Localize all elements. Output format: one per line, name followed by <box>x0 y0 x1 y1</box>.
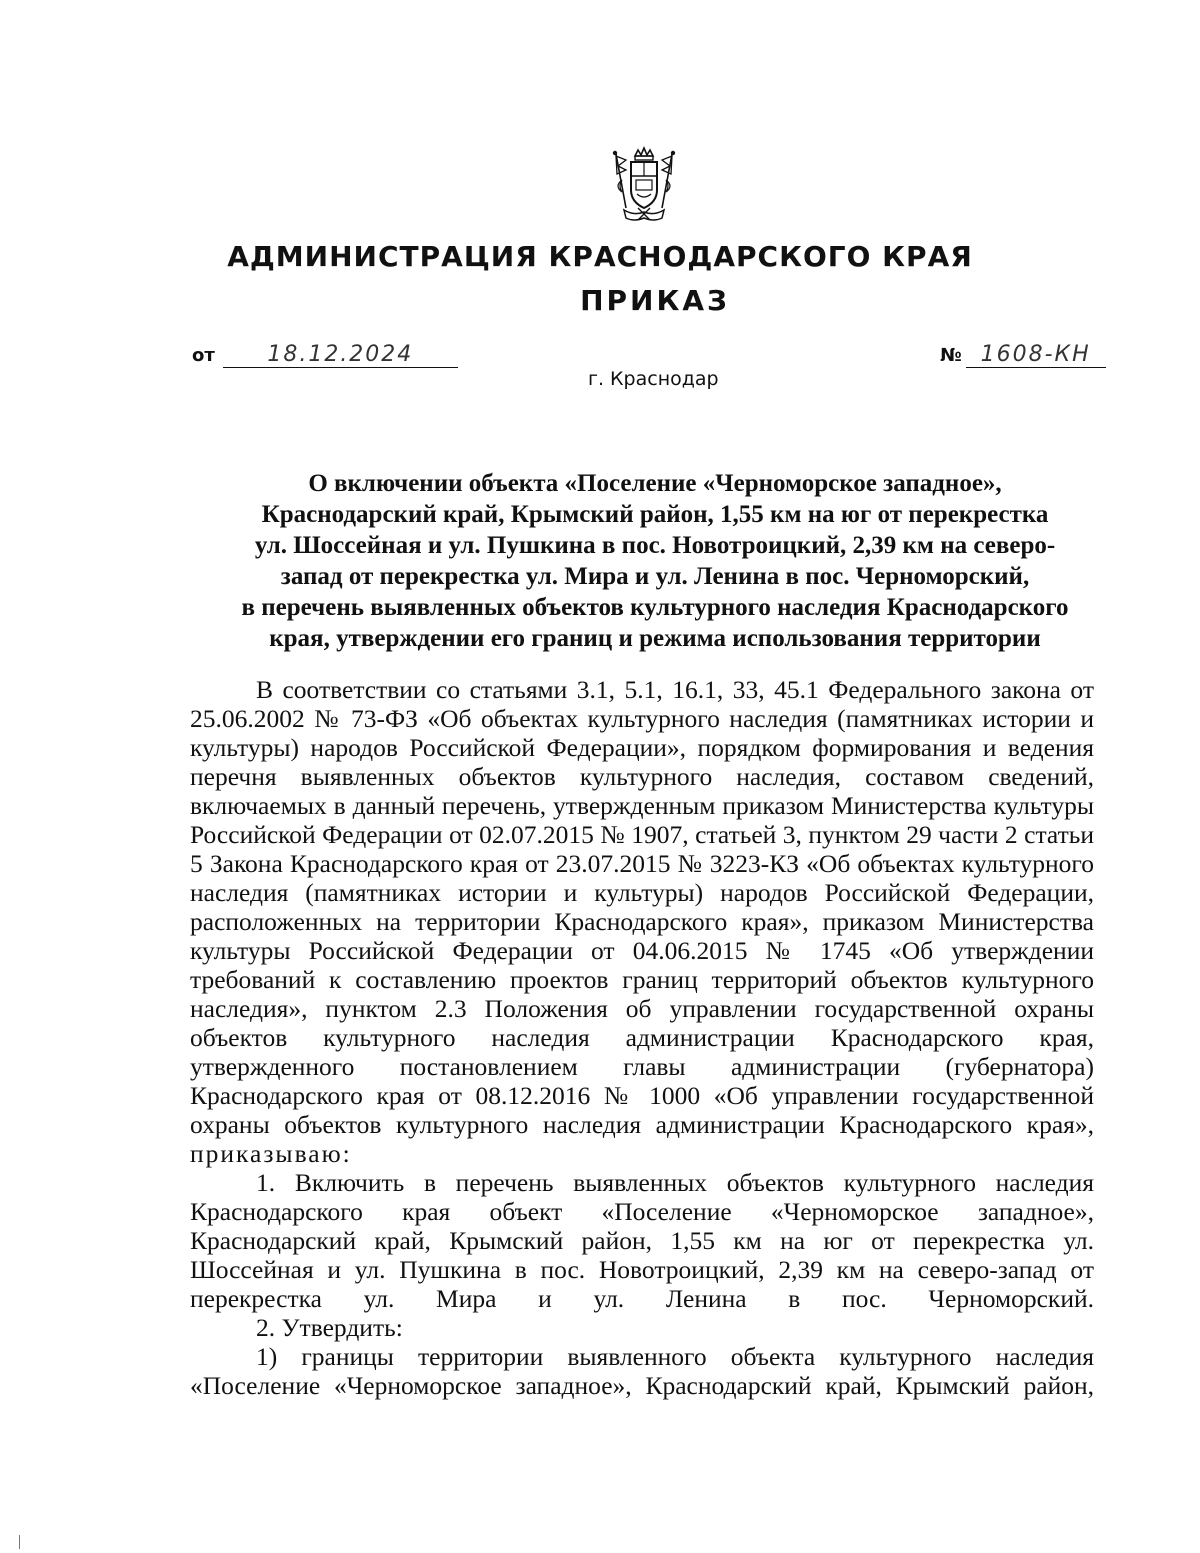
number-field <box>940 343 1106 368</box>
title-line: ул. Шоссейная и ул. Пушкина в пос. Новотроицкий, 2,39 км на северо- <box>254 532 1056 559</box>
preamble-paragraph: В соответствии со статьями 3.1, 5.1, 16.1, 33, 45.1 Федерального закона от 25.06.2002 № 73-ФЗ «Об объектах культурного наследия (памятниках истории и культуры) народов Российской Федерации», порядком формирования и ведения перечня выявленных объектов культурного наследия, составом сведений, включаемых в данный перечень, утвержденным приказом Министерства культуры Российской Федерации от 02.07.2015 № 1907, статьей 3, пунктом 29 части 2 статьи 5 Закона Краснодарского края от 23.07.2015 № 3223-КЗ «Об объектах культурного наследия (памятниках истории и культуры) народов Российской Федерации, расположенных на территории Краснодарского края», приказом Министерства культуры Российской Федерации от 04.06.2015 № 1745 «Об утверждении требований к составлению проектов границ территорий объектов культурного наследия», пунктом 2.3 Положения об управлении государственной охраны объектов культурного наследия администрации Краснодарского края, утвержденного постановлением главы администрации (губернатора) Краснодарского края от 08.12.2016 № 1000 «Об управлении государственной охраны объектов культурного наследия администрации Краснодарского края», <box>190 675 1094 1139</box>
title-line: Краснодарский край, Крымский район, 1,55 км на юг от перекрестка <box>261 501 1049 528</box>
document-title <box>150 468 1160 654</box>
document-body <box>190 675 1094 1400</box>
city-name: г. Краснодар <box>588 368 719 390</box>
title-line: запад от перекрестка ул. Мира и ул. Ленина в пос. Черноморский, <box>280 563 1030 590</box>
date-label: от <box>192 345 215 366</box>
coat-of-arms-icon <box>604 146 684 226</box>
number-value: 1608-КН <box>966 343 1106 368</box>
organization-name: АДМИНИСТРАЦИЯ КРАСНОДАРСКОГО КРАЯ <box>227 240 973 273</box>
order-word: приказываю: <box>190 1139 352 1168</box>
title-line: О включении объекта «Поселение «Черноморское западное», <box>308 470 1002 497</box>
date-field <box>192 343 458 368</box>
number-label: № <box>940 345 962 366</box>
title-line: края, утверждении его границ и режима использования территории <box>269 625 1041 652</box>
title-line: в перечень выявленных объектов культурного наследия Краснодарского <box>241 594 1069 621</box>
item-1-paragraph: 1. Включить в перечень выявленных объектов культурного наследия Краснодарского края объект «Поселение «Черноморское западное», Краснодарский край, Крымский район, 1,55 км на юг от перекрестка ул. Шоссейная и ул. Пушкина в пос. Новотроицкий, 2,39 км на северо-запад от перекрестка ул. Мира и ул. Ленина в пос. Черноморский. <box>190 1168 1094 1313</box>
date-value: 18.12.2024 <box>223 343 458 368</box>
item-2-paragraph: 2. Утвердить: <box>256 1313 403 1342</box>
scan-margin-mark <box>19 1535 20 1549</box>
item-2-1-paragraph: 1) границы территории выявленного объекта культурного наследия «Поселение «Черноморское западное», Краснодарский край, Крымский район, <box>190 1342 1094 1400</box>
document-type: ПРИКАЗ <box>580 284 730 317</box>
